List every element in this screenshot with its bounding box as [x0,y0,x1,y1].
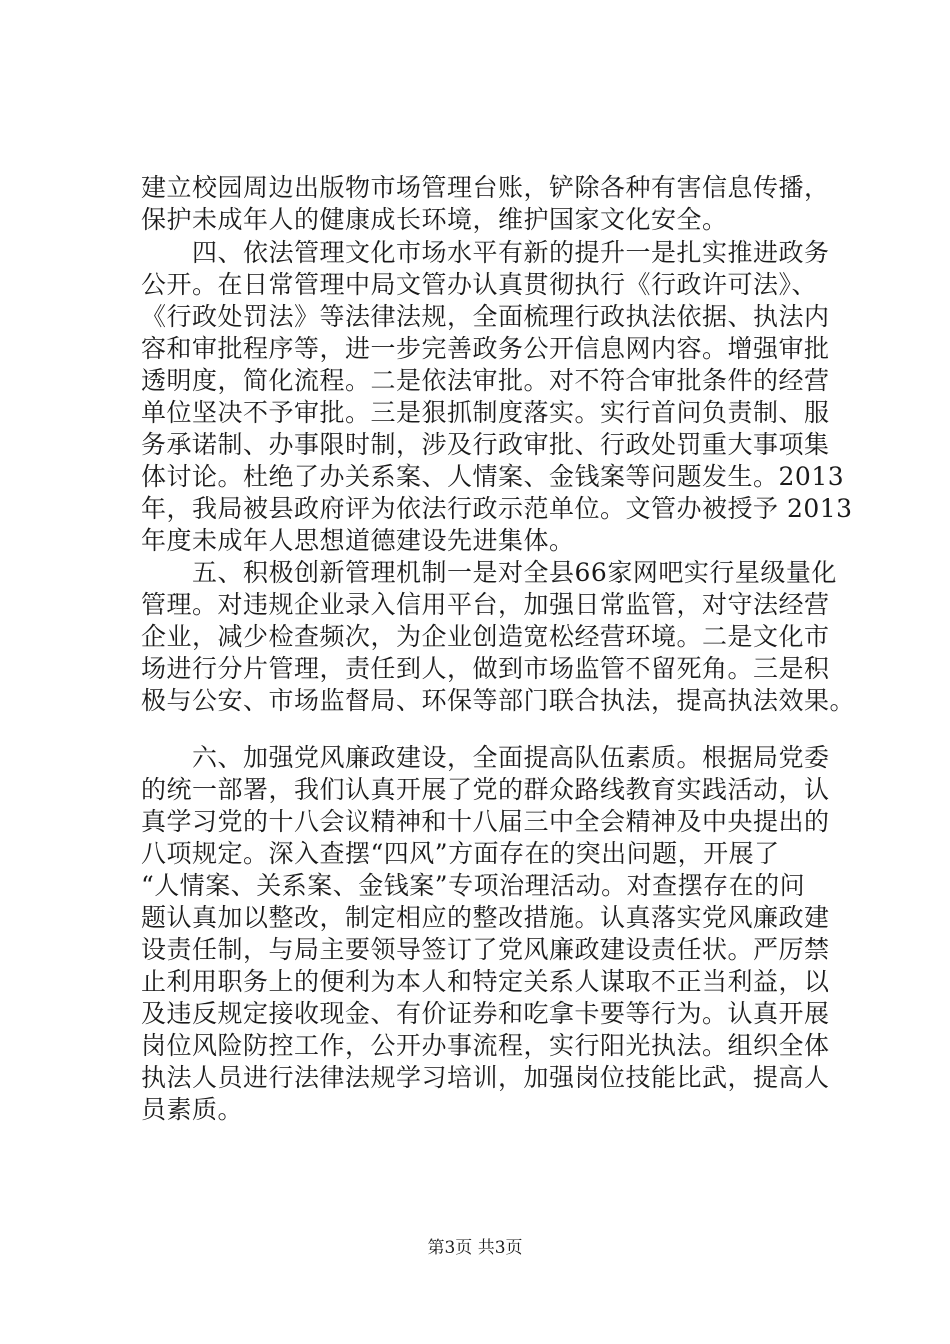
text-line: 务承诺制、办事限时制，涉及行政审批、行政处罚重大事项集 [141,430,830,459]
text-line: 透明度，简化流程。二是依法审批。对不符合审批条件的经营 [141,366,830,395]
text-line: 执法人员进行法律法规学习培训，加强岗位技能比武，提高人 [141,1063,830,1092]
text-line: 年度未成年人思想道德建设先进集体。 [141,526,575,555]
text-line: 极与公安、市场监督局、环保等部门联合执法，提高执法效果。 [141,686,856,715]
text-line: 六、加强党风廉政建设，全面提高队伍素质。根据局党委 [141,743,830,772]
text-line: 设责任制，与局主要领导签订了党风廉政建设责任状。严厉禁 [141,935,830,964]
text-line: 年，我局被县政府评为依法行政示范单位。文管办被授予 2013 [141,494,853,523]
text-line: 《行政处罚法》等法律法规，全面梳理行政执法依据、执法内 [141,302,830,331]
text-line: 建立校园周边出版物市场管理台账，铲除各种有害信息传播， [141,173,830,202]
text-line: 真学习党的十八会议精神和十八届三中全会精神及中央提出的 [141,807,830,836]
text-line: 公开。在日常管理中局文管办认真贯彻执行《行政许可法》、 [141,270,818,299]
text-line: 题认真加以整改，制定相应的整改措施。认真落实党风廉政建 [141,903,830,932]
text-line: 容和审批程序等，进一步完善政务公开信息网内容。增强审批 [141,334,830,363]
text-line: 止利用职务上的便利为本人和特定关系人谋取不正当利益，以 [141,967,830,996]
text-line: 企业，减少检查频次，为企业创造宽松经营环境。二是文化市 [141,622,830,651]
text-line: 员素质。 [141,1095,244,1124]
text-line: 场进行分片管理，责任到人，做到市场监管不留死角。三是积 [141,654,830,683]
text-line: 岗位风险防控工作，公开办事流程，实行阳光执法。组织全体 [141,1031,830,1060]
text-line: 管理。对违规企业录入信用平台，加强日常监管，对守法经营 [141,590,830,619]
text-line: 保护未成年人的健康成长环境，维护国家文化安全。 [141,205,728,234]
text-line: “人情案、关系案、金钱案”专项治理活动。对查摆存在的问 [141,871,806,900]
text-line: 四、依法管理文化市场水平有新的提升一是扎实推进政务 [141,238,830,267]
page-number-footer: 第3页 共3页 [427,1238,523,1258]
text-line: 及违反规定接收现金、有价证券和吃拿卡要等行为。认真开展 [141,999,830,1028]
text-line: 体讨论。杜绝了办关系案、人情案、金钱案等问题发生。2013 [141,462,845,491]
text-line: 五、积极创新管理机制一是对全县66家网吧实行星级量化 [141,558,837,587]
text-line: 的统一部署，我们认真开展了党的群众路线教育实践活动，认 [141,775,830,804]
text-line: 八项规定。深入查摆“四风”方面存在的突出问题，开展了 [141,839,780,868]
text-line: 单位坚决不予审批。三是狠抓制度落实。实行首问负责制、服 [141,398,830,427]
